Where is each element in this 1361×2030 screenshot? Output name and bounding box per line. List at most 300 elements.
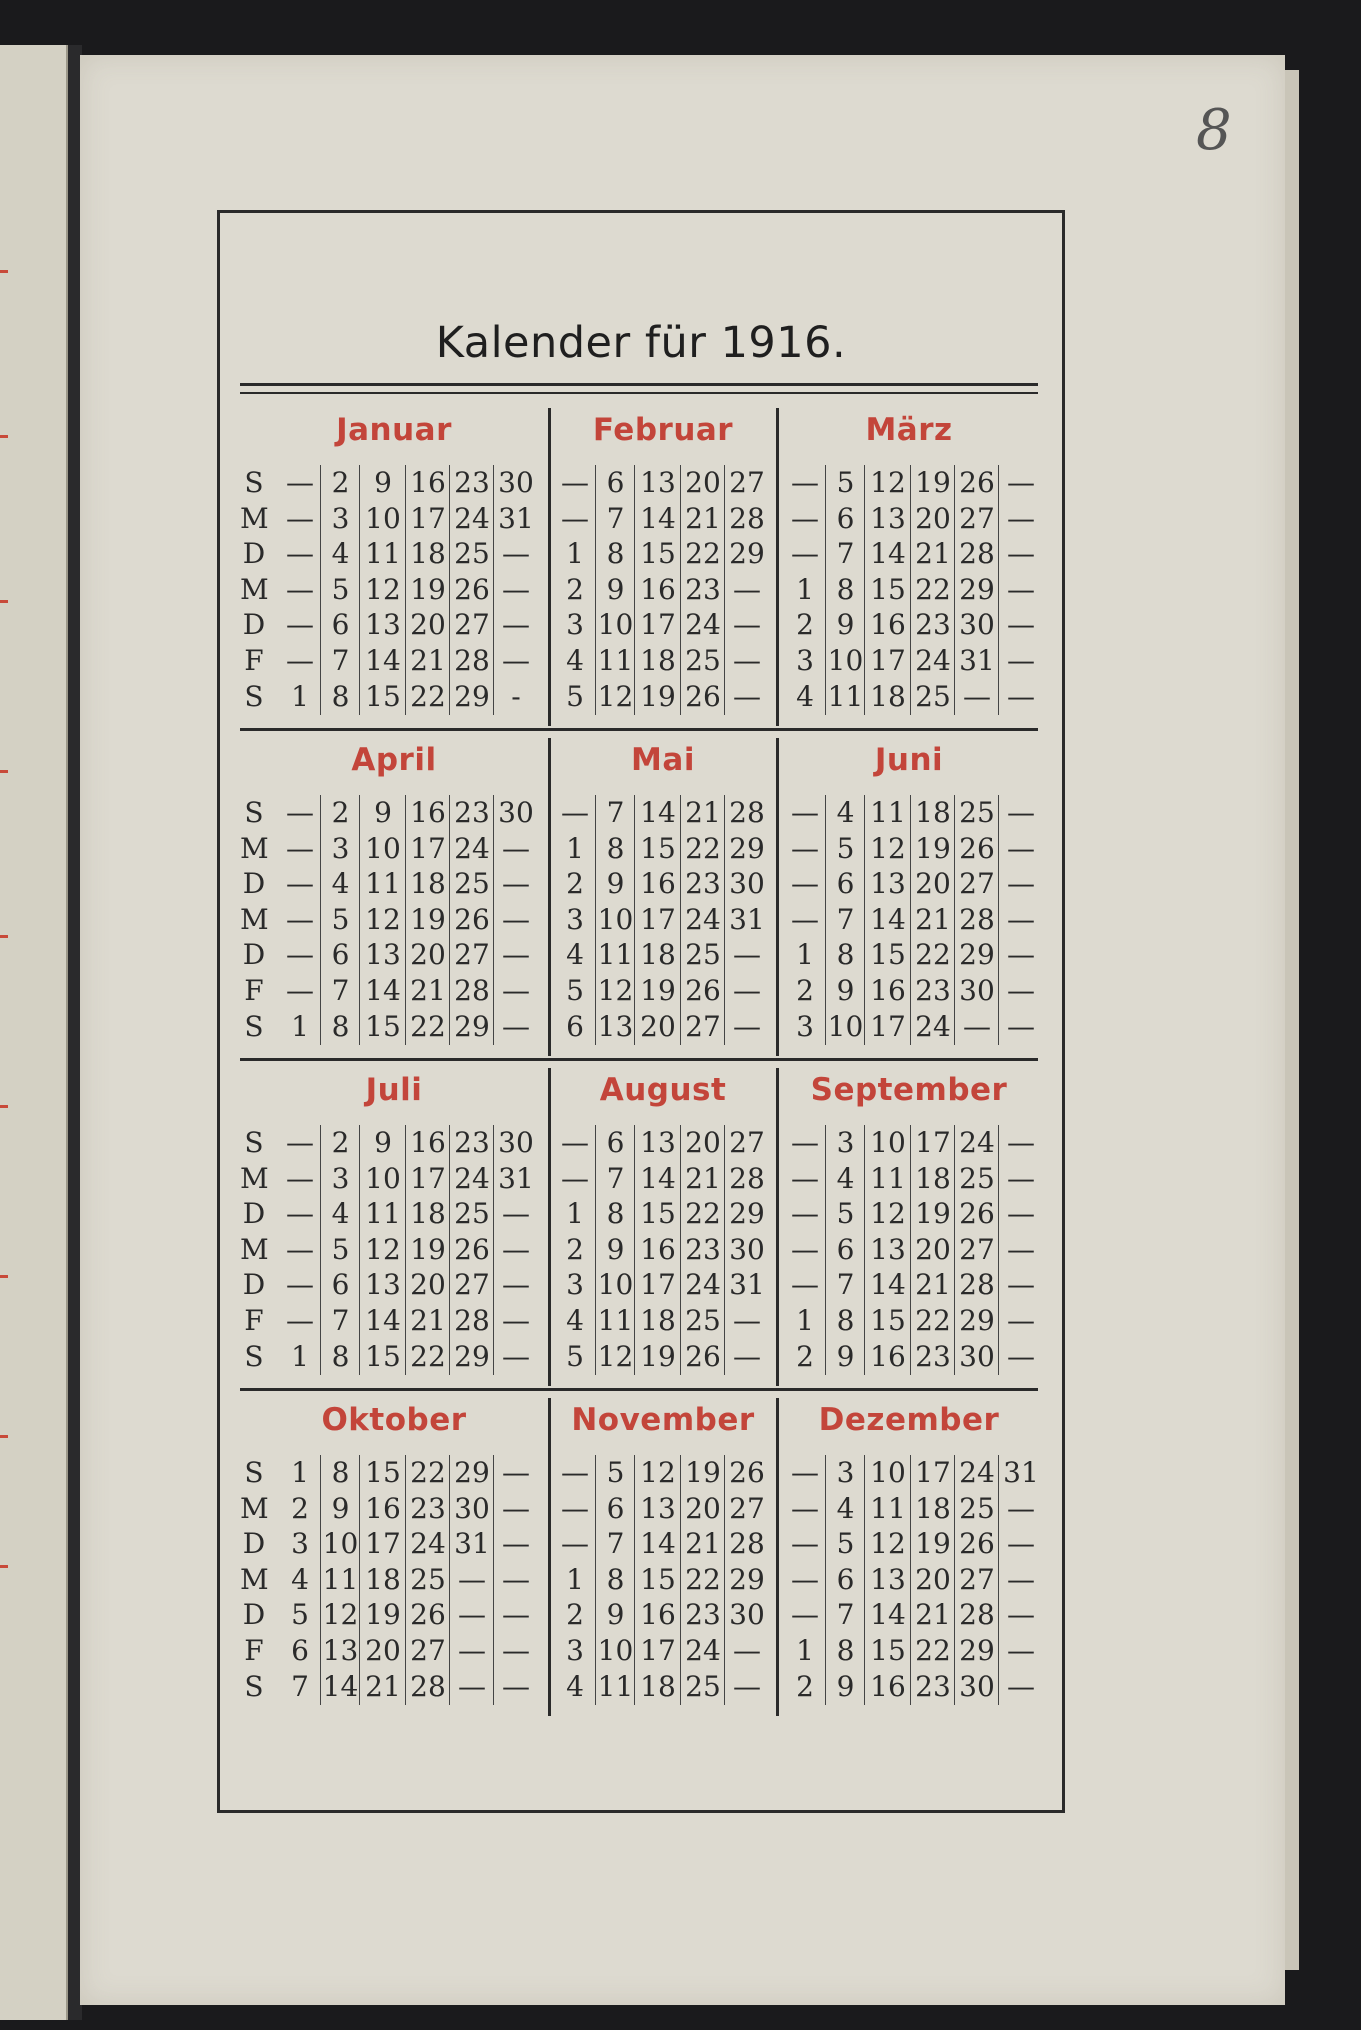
day-cell: 1: [566, 1197, 584, 1231]
day-cell: 15: [634, 1196, 681, 1232]
day-cell: 25: [449, 536, 494, 572]
week-row: [0, 831, 1361, 867]
day-cell: 19: [634, 679, 681, 715]
day-cell: 20: [634, 1009, 681, 1045]
day-cell: 11: [595, 643, 635, 679]
day-cell: 3: [566, 902, 584, 936]
day-cell: —: [998, 1491, 1043, 1527]
day-cell: —: [561, 1126, 589, 1159]
day-cell: 2: [291, 1491, 309, 1525]
day-cell: 21: [405, 643, 450, 679]
day-cell: 10: [595, 1633, 635, 1669]
day-cell: 6: [595, 1125, 635, 1161]
day-cell: —: [998, 1303, 1043, 1339]
month-name: August: [599, 1072, 727, 1108]
day-cell: 2: [566, 1598, 584, 1632]
week-row: [0, 795, 1361, 831]
day-cell: 22: [910, 1633, 955, 1669]
week-row: [0, 572, 1361, 608]
day-cell: 14: [864, 1267, 911, 1303]
day-cell: 13: [634, 1491, 681, 1527]
day-cell: —: [998, 607, 1043, 643]
day-cell: 21: [680, 501, 725, 537]
day-cell: —: [286, 608, 314, 642]
day-cell: —: [493, 607, 538, 643]
week-row: [0, 536, 1361, 572]
day-cell: 26: [954, 465, 999, 501]
day-cell: 3: [566, 1634, 584, 1667]
week-row: [0, 1009, 1361, 1045]
day-cell: 30: [954, 607, 999, 643]
day-cell: —: [791, 1598, 819, 1632]
day-cell: —: [998, 1669, 1043, 1705]
day-cell: 21: [910, 902, 955, 938]
day-cell: 22: [910, 572, 955, 608]
day-cell: 14: [359, 1303, 406, 1339]
day-cell: 20: [680, 1125, 725, 1161]
day-cell: 16: [634, 572, 681, 608]
week-row: [0, 1597, 1361, 1633]
day-cell: 9: [825, 973, 865, 1009]
day-cell: —: [286, 867, 314, 901]
day-cell: 19: [405, 572, 450, 608]
day-cell: 24: [680, 1267, 725, 1303]
column-separator: [776, 1398, 779, 1716]
day-cell: 30: [493, 1125, 538, 1161]
day-cell: —: [954, 679, 999, 715]
day-cell: 26: [405, 1597, 450, 1633]
day-cell: 7: [825, 536, 865, 572]
day-cell: 9: [359, 465, 406, 501]
red-mark: [0, 1105, 8, 1108]
weekday-label: F: [244, 974, 264, 1007]
day-cell: 19: [910, 831, 955, 867]
day-cell: 31: [724, 1267, 769, 1303]
day-cell: 5: [566, 679, 584, 713]
weekday-label: M: [240, 831, 269, 865]
day-cell: 16: [405, 1125, 450, 1161]
day-cell: 22: [405, 679, 450, 715]
day-cell: —: [998, 465, 1043, 501]
week-row: [0, 1125, 1361, 1161]
day-cell: —: [724, 1009, 769, 1045]
day-cell: 13: [359, 937, 406, 973]
day-cell: 1: [291, 1456, 309, 1489]
day-cell: 31: [724, 902, 769, 938]
month-name: März: [865, 412, 953, 448]
day-cell: 19: [405, 902, 450, 938]
weekday-label: F: [244, 1304, 264, 1337]
day-cell: —: [791, 501, 819, 535]
weekday-label: M: [240, 1562, 269, 1596]
day-cell: 23: [449, 1125, 494, 1161]
day-cell: —: [724, 973, 769, 1009]
day-cell: 3: [566, 1268, 584, 1302]
day-cell: 27: [954, 501, 999, 537]
day-cell: —: [998, 1232, 1043, 1268]
day-cell: —: [998, 866, 1043, 902]
day-cell: 21: [405, 973, 450, 1009]
day-cell: 10: [320, 1526, 360, 1562]
calendar-title: Kalender für 1916.: [435, 318, 847, 368]
day-cell: 7: [825, 1597, 865, 1633]
month-name: Januar: [336, 412, 452, 448]
weekday-label: F: [244, 1634, 264, 1667]
day-cell: 18: [910, 1491, 955, 1527]
day-cell: 2: [796, 608, 814, 642]
day-cell: —: [561, 466, 589, 499]
day-cell: 14: [634, 1161, 681, 1197]
day-cell: 13: [864, 501, 911, 537]
day-cell: 1: [291, 679, 309, 713]
day-cell: 3: [796, 644, 814, 677]
month-name: September: [810, 1072, 1008, 1108]
day-cell: —: [286, 1197, 314, 1231]
day-cell: 18: [405, 536, 450, 572]
day-cell: 11: [864, 1161, 911, 1197]
week-row: [0, 1669, 1361, 1705]
weekday-label: M: [240, 572, 269, 606]
day-cell: 14: [634, 795, 681, 831]
day-cell: 11: [320, 1562, 360, 1598]
day-cell: 3: [566, 608, 584, 642]
day-cell: —: [791, 1126, 819, 1159]
day-cell: —: [561, 1161, 589, 1195]
day-cell: 17: [634, 1267, 681, 1303]
day-cell: 13: [595, 1009, 635, 1045]
day-cell: 6: [291, 1634, 309, 1667]
weekday-label: S: [244, 1009, 264, 1043]
day-cell: 27: [449, 937, 494, 973]
day-cell: 8: [825, 572, 865, 608]
day-cell: 9: [359, 1125, 406, 1161]
day-cell: —: [286, 938, 314, 972]
day-cell: 23: [910, 1669, 955, 1705]
day-cell: —: [286, 796, 314, 829]
title-rule: [240, 392, 1038, 394]
day-cell: 5: [825, 831, 865, 867]
day-cell: 4: [320, 536, 360, 572]
day-cell: 7: [825, 1267, 865, 1303]
weekday-label: S: [244, 679, 264, 713]
day-cell: 20: [405, 937, 450, 973]
day-cell: —: [286, 537, 314, 571]
day-cell: 3: [320, 501, 360, 537]
day-cell: 24: [954, 1455, 999, 1491]
day-cell: 6: [825, 501, 865, 537]
day-cell: 14: [359, 643, 406, 679]
day-cell: 13: [864, 1232, 911, 1268]
day-cell: 7: [320, 643, 360, 679]
day-cell: 8: [825, 937, 865, 973]
day-cell: 12: [864, 465, 911, 501]
column-separator: [548, 738, 551, 1056]
day-cell: 12: [864, 1196, 911, 1232]
weekday-label: D: [242, 1527, 266, 1561]
page-number: 8: [1196, 98, 1232, 163]
day-cell: 24: [449, 501, 494, 537]
day-cell: 15: [634, 831, 681, 867]
day-cell: —: [998, 536, 1043, 572]
day-cell: 1: [566, 537, 584, 571]
day-cell: —: [493, 1491, 538, 1527]
weekday-label: M: [240, 1491, 269, 1525]
week-row: [0, 1196, 1361, 1232]
day-cell: 8: [320, 679, 360, 715]
day-cell: 13: [634, 1125, 681, 1161]
day-cell: 28: [724, 795, 769, 831]
day-cell: —: [998, 1526, 1043, 1562]
day-cell: 6: [320, 937, 360, 973]
weekday-label: D: [242, 1598, 266, 1632]
day-cell: 2: [796, 974, 814, 1007]
title-rule: [240, 383, 1038, 386]
weekday-label: S: [244, 1456, 264, 1489]
day-cell: 17: [634, 902, 681, 938]
day-cell: 13: [359, 1267, 406, 1303]
day-cell: —: [791, 1197, 819, 1231]
day-cell: —: [998, 1633, 1043, 1669]
day-cell: 16: [634, 866, 681, 902]
week-row: [0, 1339, 1361, 1375]
day-cell: -: [493, 679, 538, 715]
day-cell: 14: [320, 1669, 360, 1705]
day-cell: —: [791, 537, 819, 571]
day-cell: 24: [954, 1125, 999, 1161]
day-cell: 29: [954, 1633, 999, 1669]
day-cell: 8: [320, 1339, 360, 1375]
day-cell: 15: [359, 1339, 406, 1375]
day-cell: 29: [449, 1455, 494, 1491]
day-cell: 7: [320, 973, 360, 1009]
day-cell: 5: [825, 1526, 865, 1562]
day-cell: 18: [405, 1196, 450, 1232]
day-cell: 24: [449, 1161, 494, 1197]
day-cell: 22: [910, 1303, 955, 1339]
day-cell: 19: [634, 973, 681, 1009]
day-cell: 10: [359, 1161, 406, 1197]
day-cell: 4: [320, 866, 360, 902]
day-cell: —: [791, 1527, 819, 1561]
day-cell: —: [998, 572, 1043, 608]
red-mark: [0, 270, 8, 273]
day-cell: 12: [595, 1339, 635, 1375]
week-row: [0, 465, 1361, 501]
day-cell: 4: [566, 1669, 584, 1703]
day-cell: —: [493, 866, 538, 902]
day-cell: 5: [320, 902, 360, 938]
day-cell: 26: [449, 572, 494, 608]
day-cell: —: [998, 1196, 1043, 1232]
day-cell: 19: [910, 1196, 955, 1232]
day-cell: 12: [359, 1232, 406, 1268]
week-row: [0, 1526, 1361, 1562]
day-cell: —: [493, 1267, 538, 1303]
day-cell: 16: [864, 607, 911, 643]
day-cell: —: [449, 1669, 494, 1705]
day-cell: —: [791, 867, 819, 901]
day-cell: 12: [595, 679, 635, 715]
day-cell: —: [561, 1527, 589, 1561]
week-row: [0, 1455, 1361, 1491]
day-cell: 23: [680, 1232, 725, 1268]
day-cell: 17: [864, 643, 911, 679]
day-cell: 17: [359, 1526, 406, 1562]
day-cell: 10: [359, 501, 406, 537]
day-cell: —: [493, 973, 538, 1009]
day-cell: 25: [449, 1196, 494, 1232]
day-cell: 30: [493, 795, 538, 831]
day-cell: —: [791, 1161, 819, 1195]
day-cell: —: [286, 1268, 314, 1302]
day-cell: 9: [825, 1339, 865, 1375]
day-cell: 27: [724, 1125, 769, 1161]
day-cell: 30: [954, 973, 999, 1009]
day-cell: 15: [359, 679, 406, 715]
day-cell: 29: [724, 831, 769, 867]
day-cell: 2: [320, 795, 360, 831]
day-cell: 9: [825, 607, 865, 643]
weekday-label: F: [244, 644, 264, 677]
week-row: [0, 607, 1361, 643]
column-separator: [776, 738, 779, 1056]
day-cell: 17: [405, 831, 450, 867]
day-cell: 4: [291, 1562, 309, 1596]
day-cell: 30: [954, 1669, 999, 1705]
day-cell: 18: [910, 1161, 955, 1197]
day-cell: —: [791, 1456, 819, 1489]
day-cell: 10: [595, 607, 635, 643]
day-cell: 5: [291, 1598, 309, 1632]
day-cell: —: [286, 466, 314, 499]
weekday-label: M: [240, 1232, 269, 1266]
day-cell: 24: [910, 643, 955, 679]
day-cell: 31: [998, 1455, 1043, 1491]
day-cell: 12: [864, 831, 911, 867]
day-cell: 15: [359, 1009, 406, 1045]
weekday-label: M: [240, 1161, 269, 1195]
day-cell: 23: [449, 465, 494, 501]
day-cell: 17: [405, 1161, 450, 1197]
day-cell: 10: [864, 1125, 911, 1161]
day-cell: 23: [449, 795, 494, 831]
day-cell: 28: [405, 1669, 450, 1705]
day-cell: 16: [634, 1597, 681, 1633]
day-cell: 28: [449, 643, 494, 679]
day-cell: —: [791, 1562, 819, 1596]
day-cell: 20: [910, 866, 955, 902]
day-cell: 6: [825, 1232, 865, 1268]
day-cell: —: [998, 795, 1043, 831]
day-cell: 3: [320, 831, 360, 867]
day-cell: —: [724, 679, 769, 715]
day-cell: 11: [825, 679, 865, 715]
day-cell: —: [449, 1597, 494, 1633]
day-cell: 19: [680, 1455, 725, 1491]
day-cell: 17: [405, 501, 450, 537]
day-cell: 11: [595, 1303, 635, 1339]
day-cell: 5: [825, 465, 865, 501]
month-name: Juni: [874, 742, 944, 778]
column-separator: [776, 1068, 779, 1386]
day-cell: 25: [910, 679, 955, 715]
day-cell: 22: [680, 1196, 725, 1232]
day-cell: 24: [405, 1526, 450, 1562]
day-cell: 25: [680, 937, 725, 973]
day-cell: 14: [864, 536, 911, 572]
day-cell: 15: [864, 1303, 911, 1339]
day-cell: 7: [595, 1161, 635, 1197]
day-cell: 26: [954, 831, 999, 867]
day-cell: —: [286, 974, 314, 1007]
day-cell: 29: [449, 1339, 494, 1375]
day-cell: 11: [359, 536, 406, 572]
day-cell: 27: [449, 607, 494, 643]
day-cell: —: [724, 1633, 769, 1669]
day-cell: —: [286, 1161, 314, 1195]
day-cell: 14: [634, 501, 681, 537]
day-cell: 10: [359, 831, 406, 867]
day-cell: —: [791, 831, 819, 865]
day-cell: 14: [359, 973, 406, 1009]
day-cell: 8: [595, 536, 635, 572]
day-cell: —: [998, 679, 1043, 715]
day-cell: 7: [595, 795, 635, 831]
day-cell: 26: [680, 679, 725, 715]
day-cell: —: [493, 1232, 538, 1268]
day-cell: 30: [724, 1232, 769, 1268]
day-cell: 27: [954, 1562, 999, 1598]
day-cell: 4: [566, 644, 584, 677]
day-cell: 30: [724, 866, 769, 902]
weekday-label: D: [242, 537, 266, 571]
day-cell: 23: [910, 973, 955, 1009]
weekday-label: D: [242, 608, 266, 642]
day-cell: 21: [405, 1303, 450, 1339]
day-cell: 15: [864, 937, 911, 973]
day-cell: 24: [910, 1009, 955, 1045]
day-cell: 4: [825, 1491, 865, 1527]
day-cell: 18: [634, 643, 681, 679]
day-cell: 13: [634, 465, 681, 501]
week-row: [0, 1633, 1361, 1669]
day-cell: 21: [680, 1161, 725, 1197]
month-name: Oktober: [321, 1402, 467, 1438]
day-cell: 27: [724, 1491, 769, 1527]
day-cell: 8: [595, 831, 635, 867]
day-cell: 9: [359, 795, 406, 831]
day-cell: —: [493, 831, 538, 867]
day-cell: 17: [910, 1125, 955, 1161]
day-cell: 19: [359, 1597, 406, 1633]
day-cell: 6: [595, 465, 635, 501]
day-cell: 8: [595, 1196, 635, 1232]
day-cell: —: [561, 501, 589, 535]
day-cell: 1: [291, 1339, 309, 1373]
day-cell: 2: [566, 1232, 584, 1266]
day-cell: 20: [405, 607, 450, 643]
red-mark: [0, 770, 8, 773]
day-cell: 30: [493, 465, 538, 501]
day-cell: 9: [595, 1597, 635, 1633]
day-cell: 24: [680, 1633, 725, 1669]
day-cell: —: [449, 1633, 494, 1669]
block-separator: [240, 728, 1038, 731]
day-cell: 16: [864, 1339, 911, 1375]
day-cell: 1: [796, 1634, 814, 1667]
day-cell: 29: [954, 1303, 999, 1339]
day-cell: 1: [566, 1562, 584, 1596]
